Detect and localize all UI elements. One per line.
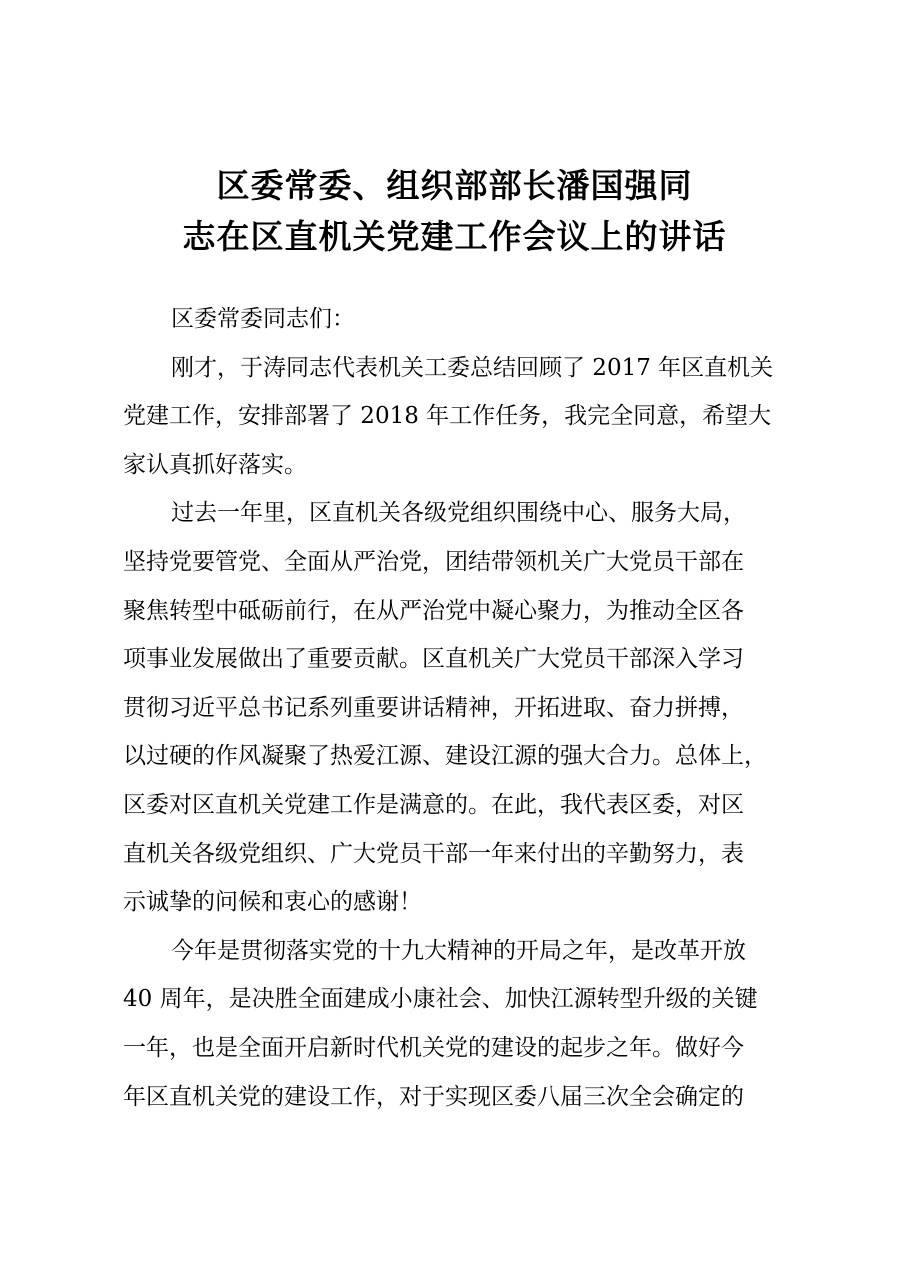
body-text-line: 刚才，于涛同志代表机关工委总结回顾了 2017 年区直机关 [171, 354, 774, 381]
body-text-line: 示诚挚的问候和衷心的感谢！ [123, 889, 422, 916]
body-text-line: 党建工作，安排部署了 2018 年工作任务，我完全同意，希望大 [123, 403, 772, 430]
body-text-line: 贯彻习近平总书记系列重要讲话精神，开拓进取、奋力拼搏， [123, 694, 744, 721]
body-text-line: 区委对区直机关党建工作是满意的。在此，我代表区委，对区 [123, 791, 744, 818]
body-text-line: 家认真抓好落实。 [123, 451, 307, 478]
body-text-line: 40 周年，是决胜全面建成小康社会、加快江源转型升级的关键 [123, 986, 758, 1013]
document-title-line-2: 志在区直机关党建工作会议上的讲话 [182, 217, 727, 256]
body-text-line: 区委常委同志们： [171, 306, 355, 332]
body-text-line: 项事业发展做出了重要贡献。区直机关广大党员干部深入学习 [123, 646, 744, 673]
body-text-line: 聚焦转型中砥砺前行，在从严治党中凝心聚力，为推动全区各 [123, 597, 744, 624]
body-text-line: 年区直机关党的建设工作，对于实现区委八届三次全会确定的 [123, 1083, 744, 1110]
body-text-line: 过去一年里，区直机关各级党组织围绕中心、服务大局， [171, 500, 746, 527]
document-title-line-1: 区委常委、组织部部长潘国强同 [216, 166, 693, 205]
body-text-line: 一年，也是全面开启新时代机关党的建设的起步之年。做好今 [123, 1034, 744, 1061]
body-text-line: 直机关各级党组织、广大党员干部一年来付出的辛勤努力，表 [123, 840, 744, 867]
body-text-line: 以过硬的作风凝聚了热爱江源、建设江源的强大合力。总体上， [123, 743, 767, 770]
document-body [123, 295, 813, 1121]
body-text-line: 今年是贯彻落实党的十九大精神的开局之年，是改革开放 [171, 937, 746, 964]
body-text-line: 坚持党要管党、全面从严治党，团结带领机关广大党员干部在 [123, 548, 744, 575]
